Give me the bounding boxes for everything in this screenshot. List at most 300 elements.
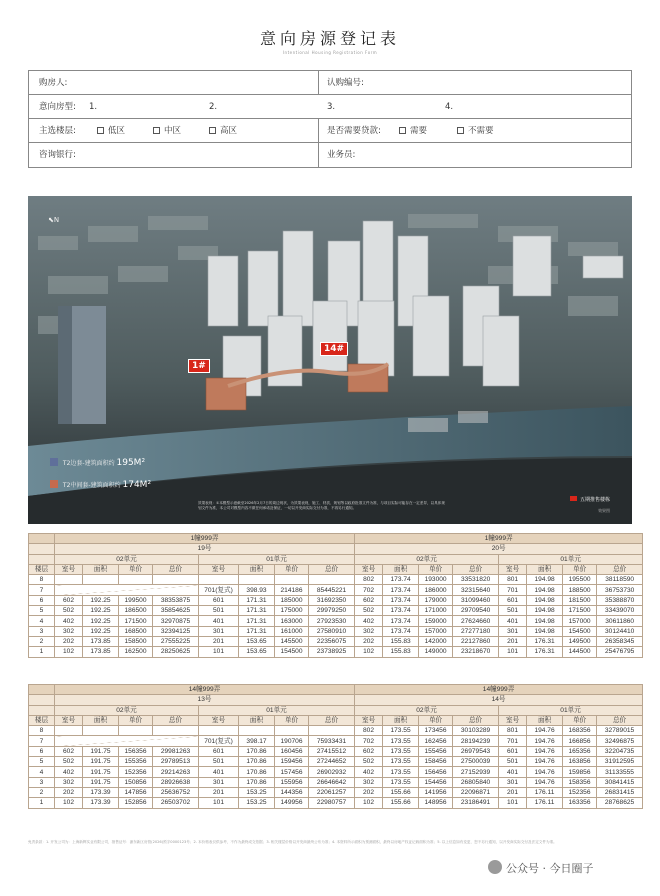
building-pin-1: 1# bbox=[188, 359, 210, 373]
table-row bbox=[29, 787, 643, 797]
table-cell: 22356075 bbox=[309, 636, 355, 646]
table-cell bbox=[55, 726, 83, 736]
table-row bbox=[29, 585, 643, 595]
table-cell: 701 bbox=[499, 736, 527, 746]
table-cell: 168500 bbox=[119, 626, 153, 636]
table-row bbox=[29, 746, 643, 756]
checkbox-icon bbox=[97, 127, 104, 134]
table-cell: 149000 bbox=[419, 647, 453, 657]
table-cell: 302 bbox=[355, 777, 383, 787]
table-cell: 302 bbox=[55, 626, 83, 636]
table-row bbox=[29, 767, 643, 777]
aerial-illustration bbox=[28, 196, 632, 524]
table-cell: 601 bbox=[199, 746, 239, 756]
table-cell: 32315640 bbox=[453, 585, 499, 595]
table-cell: 176.31 bbox=[527, 636, 563, 646]
table-cell: 194.76 bbox=[527, 777, 563, 787]
table-cell: 157456 bbox=[275, 767, 309, 777]
floor-cell: 3 bbox=[29, 626, 55, 636]
table-cell: 101 bbox=[199, 798, 239, 808]
table-row bbox=[29, 626, 643, 636]
rendering-disclaimer: 效果表现：①本模型示意截至2026年2月7日的周边现状，为效果表现，施工、材质、规划等以政府批准文件为准，与项目实际可能存在一定差异，以具体规划文件为准，本公司对模型内容不做任何承诺及保证，一切以开发商实际交付为准，不再另行通知。 bbox=[198, 501, 445, 510]
footnote: 免责条款：1. 开发公司为：上海新辉实业有限公司，指售证号：浦东新区房管(2026)预字0000123号；2. 本价格表仅供参考，不作为最终成交依据；3. 相关楼层价格以开发商最终公布为准；4. 本资料所示面积为预测面积，最终以房地产权证记载面积为准；5. 以上信息如有变更，恕不另行通知，以开发商实际交付及法定文件为准。 bbox=[28, 840, 557, 844]
column-header: 面积 bbox=[83, 564, 119, 574]
column-header: 单价 bbox=[275, 715, 309, 725]
column-header: 室号 bbox=[499, 564, 527, 574]
floor-cell: 7 bbox=[29, 736, 55, 746]
table-cell: 38118590 bbox=[597, 575, 643, 585]
table-row bbox=[29, 757, 643, 767]
table-cell: 602 bbox=[55, 746, 83, 756]
table-cell: 194.76 bbox=[527, 746, 563, 756]
subscription-label: 认购编号: bbox=[327, 78, 364, 88]
table-cell: 171000 bbox=[419, 606, 453, 616]
table-cell: 168356 bbox=[563, 726, 597, 736]
table-cell: 157000 bbox=[419, 626, 453, 636]
section-header-left: 14幢999弄 bbox=[55, 685, 355, 695]
intent-option-4[interactable]: 4. bbox=[445, 102, 454, 112]
unit-header: 02单元 bbox=[55, 705, 199, 715]
column-header: 面积 bbox=[239, 564, 275, 574]
table-cell: 173.85 bbox=[83, 636, 119, 646]
table-cell: 601 bbox=[499, 746, 527, 756]
table-cell: 155356 bbox=[119, 757, 153, 767]
table-cell: 28926638 bbox=[153, 777, 199, 787]
table-cell: 170.86 bbox=[239, 777, 275, 787]
column-header: 总价 bbox=[597, 715, 643, 725]
table-cell: 147856 bbox=[119, 787, 153, 797]
floor-cell: 6 bbox=[29, 595, 55, 605]
table-cell: 173456 bbox=[419, 726, 453, 736]
table-cell: 502 bbox=[55, 757, 83, 767]
table-cell: 31692350 bbox=[309, 595, 355, 605]
floor-high-checkbox[interactable]: 高区 bbox=[209, 119, 237, 143]
price-table-14 bbox=[28, 684, 643, 809]
table-row bbox=[29, 595, 643, 605]
table-cell: 202 bbox=[355, 787, 383, 797]
building-header-left: 13号 bbox=[55, 695, 355, 705]
table-cell: 158500 bbox=[119, 636, 153, 646]
table-cell: 26646642 bbox=[309, 777, 355, 787]
table-cell: 22061257 bbox=[309, 787, 355, 797]
page-title: 意向房源登记表 bbox=[259, 29, 400, 48]
buyer-label: 购房人: bbox=[39, 78, 68, 88]
table-cell: 194.98 bbox=[527, 595, 563, 605]
form-row-buyer bbox=[29, 71, 631, 95]
table-cell: 194.98 bbox=[527, 606, 563, 616]
table-cell: 27624660 bbox=[453, 616, 499, 626]
diagonal-cell bbox=[55, 736, 199, 746]
table-cell: 22096871 bbox=[453, 787, 499, 797]
table-cell: 171500 bbox=[563, 606, 597, 616]
column-header: 单价 bbox=[563, 564, 597, 574]
table-cell: 185000 bbox=[275, 595, 309, 605]
column-header: 面积 bbox=[239, 715, 275, 725]
table-cell: 179000 bbox=[419, 595, 453, 605]
building-header-right: 20号 bbox=[355, 544, 643, 554]
table-cell: 25636752 bbox=[153, 787, 199, 797]
table-cell: 32496875 bbox=[597, 736, 643, 746]
table-cell: 102 bbox=[355, 798, 383, 808]
floor-cell: 6 bbox=[29, 746, 55, 756]
intent-option-3[interactable]: 3. bbox=[327, 102, 336, 112]
table-cell: 173.74 bbox=[383, 575, 419, 585]
floor-cell: 8 bbox=[29, 575, 55, 585]
table-cell: 188500 bbox=[563, 585, 597, 595]
floor-cell: 1 bbox=[29, 798, 55, 808]
table-cell: 165356 bbox=[563, 746, 597, 756]
table-cell bbox=[275, 726, 309, 736]
table-cell: 402 bbox=[355, 616, 383, 626]
table-cell: 302 bbox=[355, 626, 383, 636]
table-cell: 26902932 bbox=[309, 767, 355, 777]
wechat-icon bbox=[488, 860, 502, 874]
table-cell: 33531820 bbox=[453, 575, 499, 585]
table-row bbox=[29, 777, 643, 787]
table-cell bbox=[309, 726, 355, 736]
table-cell: 31912595 bbox=[597, 757, 643, 767]
loan-yes-checkbox[interactable]: 需要 bbox=[399, 119, 427, 143]
table-cell: 192.25 bbox=[83, 626, 119, 636]
table-cell: 153.65 bbox=[239, 636, 275, 646]
table-cell: 170.86 bbox=[239, 757, 275, 767]
table-cell: 202 bbox=[55, 787, 83, 797]
table-cell: 176.11 bbox=[527, 787, 563, 797]
table-cell: 23186491 bbox=[453, 798, 499, 808]
column-header: 总价 bbox=[453, 715, 499, 725]
table-cell: 22980757 bbox=[309, 798, 355, 808]
form-row-floor bbox=[29, 119, 631, 143]
table-cell: 156456 bbox=[419, 767, 453, 777]
table-cell bbox=[119, 575, 153, 585]
table-cell: 601 bbox=[199, 595, 239, 605]
table-cell: 161000 bbox=[275, 626, 309, 636]
table-cell: 191.75 bbox=[83, 757, 119, 767]
table-cell: 38353875 bbox=[153, 595, 199, 605]
column-header: 面积 bbox=[527, 715, 563, 725]
table-cell: 702 bbox=[355, 585, 383, 595]
table-cell: 157000 bbox=[563, 616, 597, 626]
table-cell: 141956 bbox=[419, 787, 453, 797]
table-cell: 201 bbox=[199, 636, 239, 646]
section-header-left: 1幢999弄 bbox=[55, 534, 355, 544]
form-row-intent bbox=[29, 95, 631, 119]
floor-cell: 7 bbox=[29, 585, 55, 595]
bank-label: 咨询银行: bbox=[39, 150, 76, 160]
table-cell: 26831415 bbox=[597, 787, 643, 797]
table-cell: 191.75 bbox=[83, 746, 119, 756]
intent-label: 意向房型: bbox=[39, 102, 76, 112]
table-cell: 170.86 bbox=[239, 767, 275, 777]
column-header: 总价 bbox=[453, 564, 499, 574]
column-header: 总价 bbox=[309, 564, 355, 574]
column-header: 总价 bbox=[597, 564, 643, 574]
table-cell: 160456 bbox=[275, 746, 309, 756]
table-row bbox=[29, 616, 643, 626]
table-cell: 401 bbox=[499, 767, 527, 777]
table-cell: 153.25 bbox=[239, 787, 275, 797]
table-cell: 501 bbox=[199, 757, 239, 767]
table-cell: 27152939 bbox=[453, 767, 499, 777]
table-row bbox=[29, 575, 643, 585]
table-cell: 32970875 bbox=[153, 616, 199, 626]
table-cell bbox=[119, 726, 153, 736]
table-cell: 194.76 bbox=[527, 736, 563, 746]
table-cell: 156356 bbox=[119, 746, 153, 756]
table-cell: 173.55 bbox=[383, 777, 419, 787]
table-cell: 154500 bbox=[563, 626, 597, 636]
floor-cell: 8 bbox=[29, 726, 55, 736]
table-cell: 33439070 bbox=[597, 606, 643, 616]
table-cell: 214186 bbox=[275, 585, 309, 595]
table-cell: 26503702 bbox=[153, 798, 199, 808]
table-cell: 102 bbox=[55, 647, 83, 657]
table-cell: 155.83 bbox=[383, 647, 419, 657]
column-header: 单价 bbox=[119, 715, 153, 725]
unit-header: 01单元 bbox=[499, 554, 643, 564]
table-cell: 171500 bbox=[119, 616, 153, 626]
table-cell: 149956 bbox=[275, 798, 309, 808]
column-header: 面积 bbox=[383, 715, 419, 725]
table-cell: 22127860 bbox=[453, 636, 499, 646]
table-cell: 194.98 bbox=[527, 575, 563, 585]
table-cell: 30841415 bbox=[597, 777, 643, 787]
registration-form bbox=[28, 70, 632, 168]
loan-no-checkbox[interactable]: 不需要 bbox=[457, 119, 494, 143]
table-cell: 152356 bbox=[119, 767, 153, 777]
table-cell: 401 bbox=[499, 616, 527, 626]
table-cell: 31133555 bbox=[597, 767, 643, 777]
table-cell: 144356 bbox=[275, 787, 309, 797]
intent-option-1[interactable]: 1. bbox=[89, 102, 98, 112]
table-cell: 29981263 bbox=[153, 746, 199, 756]
table-cell: 202 bbox=[355, 636, 383, 646]
table-cell: 398.93 bbox=[239, 585, 275, 595]
legend-swatch-blue bbox=[50, 458, 58, 466]
table-row bbox=[29, 736, 643, 746]
table-cell: 181500 bbox=[563, 595, 597, 605]
table-cell: 194.98 bbox=[527, 616, 563, 626]
table-cell: 802 bbox=[355, 575, 383, 585]
table-cell: 802 bbox=[355, 726, 383, 736]
floor-cell: 2 bbox=[29, 787, 55, 797]
checkbox-icon bbox=[457, 127, 464, 134]
building-header-right: 14号 bbox=[355, 695, 643, 705]
table-cell: 163356 bbox=[563, 798, 597, 808]
table-cell: 25476795 bbox=[597, 647, 643, 657]
table-cell: 173.74 bbox=[383, 595, 419, 605]
table-cell: 192.25 bbox=[83, 606, 119, 616]
table-cell: 701 bbox=[499, 585, 527, 595]
column-header: 单价 bbox=[119, 564, 153, 574]
table-cell bbox=[239, 575, 275, 585]
table-cell: 173.74 bbox=[383, 606, 419, 616]
aerial-rendering bbox=[28, 196, 632, 524]
phase-swatch bbox=[570, 496, 577, 501]
table-cell: 502 bbox=[355, 757, 383, 767]
table-cell: 26805840 bbox=[453, 777, 499, 787]
agent-label: 业务员: bbox=[327, 150, 356, 160]
table-cell: 192.25 bbox=[83, 595, 119, 605]
floor-cell: 5 bbox=[29, 606, 55, 616]
table-cell bbox=[309, 575, 355, 585]
column-header: 室号 bbox=[499, 715, 527, 725]
table-cell: 159456 bbox=[275, 757, 309, 767]
building-pin-14: 14# bbox=[320, 342, 348, 356]
table-row bbox=[29, 798, 643, 808]
table-cell: 398.17 bbox=[239, 736, 275, 746]
table-cell: 175000 bbox=[275, 606, 309, 616]
floor-cell: 3 bbox=[29, 777, 55, 787]
table-cell: 30124410 bbox=[597, 626, 643, 636]
table-cell: 501 bbox=[199, 606, 239, 616]
table-cell: 155.83 bbox=[383, 636, 419, 646]
legend-edge-unit: T2边套-建筑面积约 195M² bbox=[50, 458, 145, 468]
table-cell bbox=[83, 726, 119, 736]
table-cell: 201 bbox=[499, 636, 527, 646]
table-cell: 27244652 bbox=[309, 757, 355, 767]
table-cell: 501 bbox=[499, 606, 527, 616]
legend-middle-unit: T2中间套-建筑面积约 174M² bbox=[50, 480, 151, 490]
table-cell: 173.39 bbox=[83, 798, 119, 808]
table-cell: 191.75 bbox=[83, 777, 119, 787]
table-cell: 171.31 bbox=[239, 626, 275, 636]
table-cell: 27277180 bbox=[453, 626, 499, 636]
table-cell bbox=[83, 575, 119, 585]
table-cell: 171.31 bbox=[239, 616, 275, 626]
table-cell: 190706 bbox=[275, 736, 309, 746]
floor-label: 主选楼层: bbox=[39, 126, 76, 136]
table-cell: 173.55 bbox=[383, 767, 419, 777]
table-cell: 101 bbox=[199, 647, 239, 657]
table-cell bbox=[275, 575, 309, 585]
table-cell bbox=[153, 575, 199, 585]
table-cell: 202 bbox=[55, 636, 83, 646]
table-cell: 32204735 bbox=[597, 746, 643, 756]
column-header: 室号 bbox=[55, 715, 83, 725]
table-cell: 102 bbox=[355, 647, 383, 657]
table-cell: 301 bbox=[499, 626, 527, 636]
table-cell: 301 bbox=[199, 626, 239, 636]
checkbox-icon bbox=[153, 127, 160, 134]
column-header: 面积 bbox=[527, 564, 563, 574]
unit-header: 01单元 bbox=[199, 554, 355, 564]
table-cell: 26979543 bbox=[453, 746, 499, 756]
column-header: 楼层 bbox=[29, 564, 55, 574]
column-header: 室号 bbox=[199, 564, 239, 574]
floor-cell: 4 bbox=[29, 616, 55, 626]
table-cell: 195500 bbox=[563, 575, 597, 585]
table-cell: 35388870 bbox=[597, 595, 643, 605]
table-cell bbox=[55, 575, 83, 585]
table-cell: 166856 bbox=[563, 736, 597, 746]
table-cell: 36753730 bbox=[597, 585, 643, 595]
table-cell bbox=[199, 575, 239, 585]
table-cell bbox=[199, 726, 239, 736]
table-cell: 171.31 bbox=[239, 606, 275, 616]
column-header: 面积 bbox=[83, 715, 119, 725]
table-cell: 145500 bbox=[275, 636, 309, 646]
table-cell: 801 bbox=[499, 575, 527, 585]
unit-header: 02单元 bbox=[355, 705, 499, 715]
table-cell: 29979250 bbox=[309, 606, 355, 616]
column-header: 总价 bbox=[153, 564, 199, 574]
table-cell: 28250625 bbox=[153, 647, 199, 657]
table-cell: 173.55 bbox=[383, 736, 419, 746]
table-cell: 173.74 bbox=[383, 616, 419, 626]
table-cell: 101 bbox=[499, 647, 527, 657]
table-cell: 32394125 bbox=[153, 626, 199, 636]
table-cell: 301 bbox=[499, 777, 527, 787]
table-cell bbox=[239, 726, 275, 736]
table-cell: 502 bbox=[55, 606, 83, 616]
unit-header: 02单元 bbox=[355, 554, 499, 564]
table-cell: 701(复式) bbox=[199, 585, 239, 595]
table-cell: 162500 bbox=[119, 647, 153, 657]
table-cell: 27555225 bbox=[153, 636, 199, 646]
table-cell: 152356 bbox=[563, 787, 597, 797]
phase-legend: 五期推售楼栋 bbox=[570, 496, 610, 503]
table-cell: 154456 bbox=[419, 777, 453, 787]
table-row bbox=[29, 636, 643, 646]
table-cell: 602 bbox=[355, 595, 383, 605]
table-cell: 29709540 bbox=[453, 606, 499, 616]
diagonal-cell bbox=[55, 585, 199, 595]
table-cell: 176.11 bbox=[527, 798, 563, 808]
table-cell: 155.66 bbox=[383, 787, 419, 797]
table-cell: 28768625 bbox=[597, 798, 643, 808]
table-row bbox=[29, 606, 643, 616]
table-cell: 173.55 bbox=[383, 746, 419, 756]
checkbox-icon bbox=[399, 127, 406, 134]
table-cell: 173.55 bbox=[383, 757, 419, 767]
floor-mid-checkbox[interactable]: 中区 bbox=[153, 119, 181, 143]
table-cell: 153.65 bbox=[239, 647, 275, 657]
table-cell: 602 bbox=[355, 746, 383, 756]
table-cell: 173.39 bbox=[83, 787, 119, 797]
table-cell: 154500 bbox=[275, 647, 309, 657]
table-cell: 27923530 bbox=[309, 616, 355, 626]
unit-header: 01单元 bbox=[499, 705, 643, 715]
column-header: 室号 bbox=[199, 715, 239, 725]
table-cell: 144500 bbox=[563, 647, 597, 657]
table-cell: 153.25 bbox=[239, 798, 275, 808]
table-cell: 28194239 bbox=[453, 736, 499, 746]
table-cell: 401 bbox=[199, 616, 239, 626]
table-cell: 502 bbox=[355, 606, 383, 616]
table-cell: 194.76 bbox=[527, 726, 563, 736]
floor-low-checkbox[interactable]: 低区 bbox=[97, 119, 125, 143]
table-cell: 163000 bbox=[275, 616, 309, 626]
table-cell: 173.55 bbox=[383, 726, 419, 736]
checkbox-icon bbox=[209, 127, 216, 134]
unit-header: 01单元 bbox=[199, 705, 355, 715]
table-cell: 30611860 bbox=[597, 616, 643, 626]
table-cell: 158356 bbox=[563, 777, 597, 787]
table-cell: 191.75 bbox=[83, 767, 119, 777]
table-cell: 173.85 bbox=[83, 647, 119, 657]
table-cell: 402 bbox=[55, 616, 83, 626]
column-header: 楼层 bbox=[29, 715, 55, 725]
table-cell: 702 bbox=[355, 736, 383, 746]
table-cell: 302 bbox=[55, 777, 83, 787]
table-cell: 402 bbox=[355, 767, 383, 777]
table-cell: 155456 bbox=[419, 746, 453, 756]
table-cell: 192.25 bbox=[83, 616, 119, 626]
intent-option-2[interactable]: 2. bbox=[209, 102, 218, 112]
table-cell: 194.76 bbox=[527, 767, 563, 777]
table-cell: 701(复式) bbox=[199, 736, 239, 746]
